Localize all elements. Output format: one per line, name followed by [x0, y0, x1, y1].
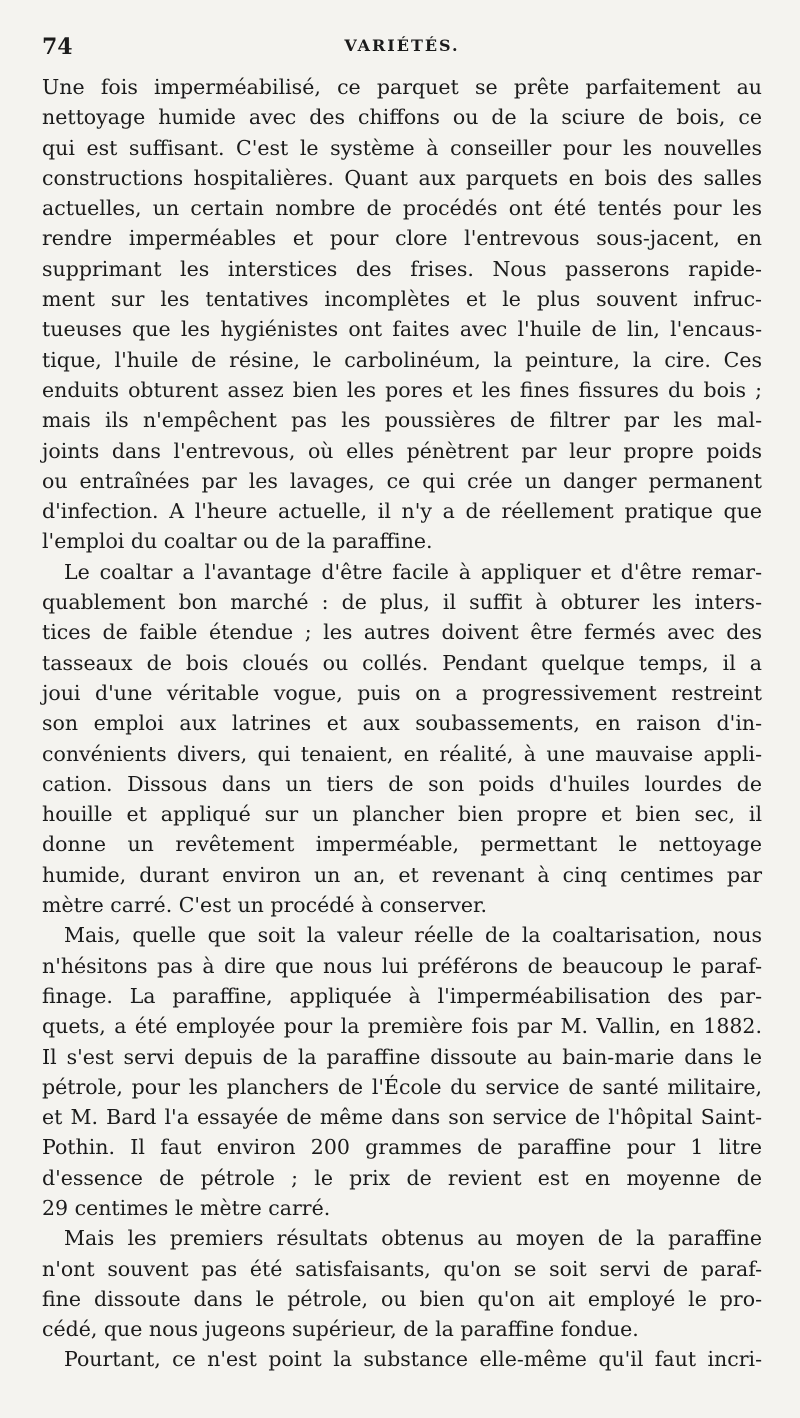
text-line: finage. La paraffine, appliquée à l'imperméabilisation des par- — [42, 983, 762, 1008]
text-line: Mais, quelle que soit la valeur réelle de la coaltarisation, nous — [64, 923, 762, 948]
text-line: constructions hospitalières. Quant aux parquets en bois des salles — [42, 165, 762, 190]
text-line: houille et appliqué sur un plancher bien propre et bien sec, il — [42, 802, 762, 827]
running-head: VARIÉTÉS. — [344, 36, 460, 55]
text-line: tique, l'huile de résine, le carbolinéum, la peinture, la cire. Ces — [42, 347, 762, 372]
text-line: cation. Dissous dans un tiers de son poids d'huiles lourdes de — [42, 771, 762, 796]
text-line: cédé, que nous jugeons supérieur, de la paraffine fondue. — [42, 1317, 639, 1342]
text-line: Il s'est servi depuis de la paraffine dissoute au bain-marie dans le — [42, 1044, 762, 1069]
text-line: d'essence de pétrole ; le prix de revient est en moyenne de — [42, 1165, 762, 1190]
text-line: joints dans l'entrevous, où elles pénètrent par leur propre poids — [42, 438, 762, 463]
page-header — [42, 30, 762, 70]
text-line: mais ils n'empêchent pas les poussières de filtrer par les mal- — [42, 408, 762, 433]
text-line: 29 centimes le mètre carré. — [42, 1195, 331, 1220]
text-line: quablement bon marché : de plus, il suffit à obturer les inters- — [42, 590, 762, 615]
paragraph — [42, 557, 762, 921]
text-line: donne un revêtement imperméable, permettant le nettoyage — [42, 832, 762, 857]
text-line: Pourtant, ce n'est point la substance elle-même qu'il faut incri- — [64, 1347, 762, 1372]
text-line: tueuses que les hygiénistes ont faites avec l'huile de lin, l'encaus- — [42, 317, 762, 342]
text-line: humide, durant environ un an, et revenant à cinq centimes par — [42, 862, 762, 887]
text-line: enduits obturent assez bien les pores et les fines fissures du bois ; — [42, 377, 762, 402]
text-line: qui est suffisant. C'est le système à conseiller pour les nouvelles — [42, 135, 762, 160]
text-line: supprimant les interstices des frises. Nous passerons rapide- — [42, 256, 762, 281]
body-text — [42, 72, 762, 1375]
text-line: rendre imperméables et pour clore l'entrevous sous-jacent, en — [42, 226, 762, 251]
paragraph — [42, 920, 762, 1223]
text-line: joui d'une véritable vogue, puis on a progressivement restreint — [42, 680, 762, 705]
paragraph — [42, 1223, 762, 1344]
text-line: Pothin. Il faut environ 200 grammes de paraffine pour 1 litre — [42, 1135, 762, 1160]
text-line: actuelles, un certain nombre de procédés ont été tentés pour les — [42, 196, 762, 221]
text-line: n'ont souvent pas été satisfaisants, qu'on se soit servi de paraf- — [42, 1256, 762, 1281]
text-line: Une fois imperméabilisé, ce parquet se prête parfaitement au — [42, 75, 762, 99]
text-line: convénients divers, qui tenaient, en réalité, à une mauvaise appli- — [42, 741, 762, 766]
text-line: Le coaltar a l'avantage d'être facile à appliquer et d'être remar- — [64, 559, 762, 584]
text-line: mètre carré. C'est un procédé à conserver. — [42, 893, 488, 918]
text-line: pétrole, pour les planchers de l'École du service de santé militaire, — [42, 1074, 762, 1099]
text-line: tices de faible étendue ; les autres doivent être fermés avec des — [42, 620, 762, 645]
text-line: nettoyage humide avec des chiffons ou de la sciure de bois, ce — [42, 105, 762, 130]
text-line: son emploi aux latrines et aux soubassements, en raison d'in- — [42, 711, 762, 736]
text-line: quets, a été employée pour la première fois par M. Vallin, en 1882. — [42, 1014, 762, 1039]
text-line: ment sur les tentatives incomplètes et le plus souvent infruc- — [42, 287, 762, 312]
text-line: et M. Bard l'a essayée de même dans son service de l'hôpital Saint- — [42, 1105, 762, 1130]
text-line: tasseaux de bois cloués ou collés. Pendant quelque temps, il a — [42, 650, 762, 675]
text-line: l'emploi du coaltar ou de la paraffine. — [42, 529, 433, 554]
text-line: d'infection. A l'heure actuelle, il n'y a de réellement pratique que — [42, 499, 762, 524]
text-line: n'hésitons pas à dire que nous lui préférons de beaucoup le paraf- — [42, 953, 762, 978]
page-number: 74 — [42, 34, 73, 60]
text-line: Mais les premiers résultats obtenus au moyen de la paraffine — [64, 1226, 762, 1251]
text-line: ou entraînées par les lavages, ce qui crée un danger permanent — [42, 468, 762, 493]
paragraph — [42, 1344, 762, 1374]
paragraph — [42, 72, 762, 557]
text-line: fine dissoute dans le pétrole, ou bien qu'on ait employé le pro- — [42, 1286, 762, 1311]
